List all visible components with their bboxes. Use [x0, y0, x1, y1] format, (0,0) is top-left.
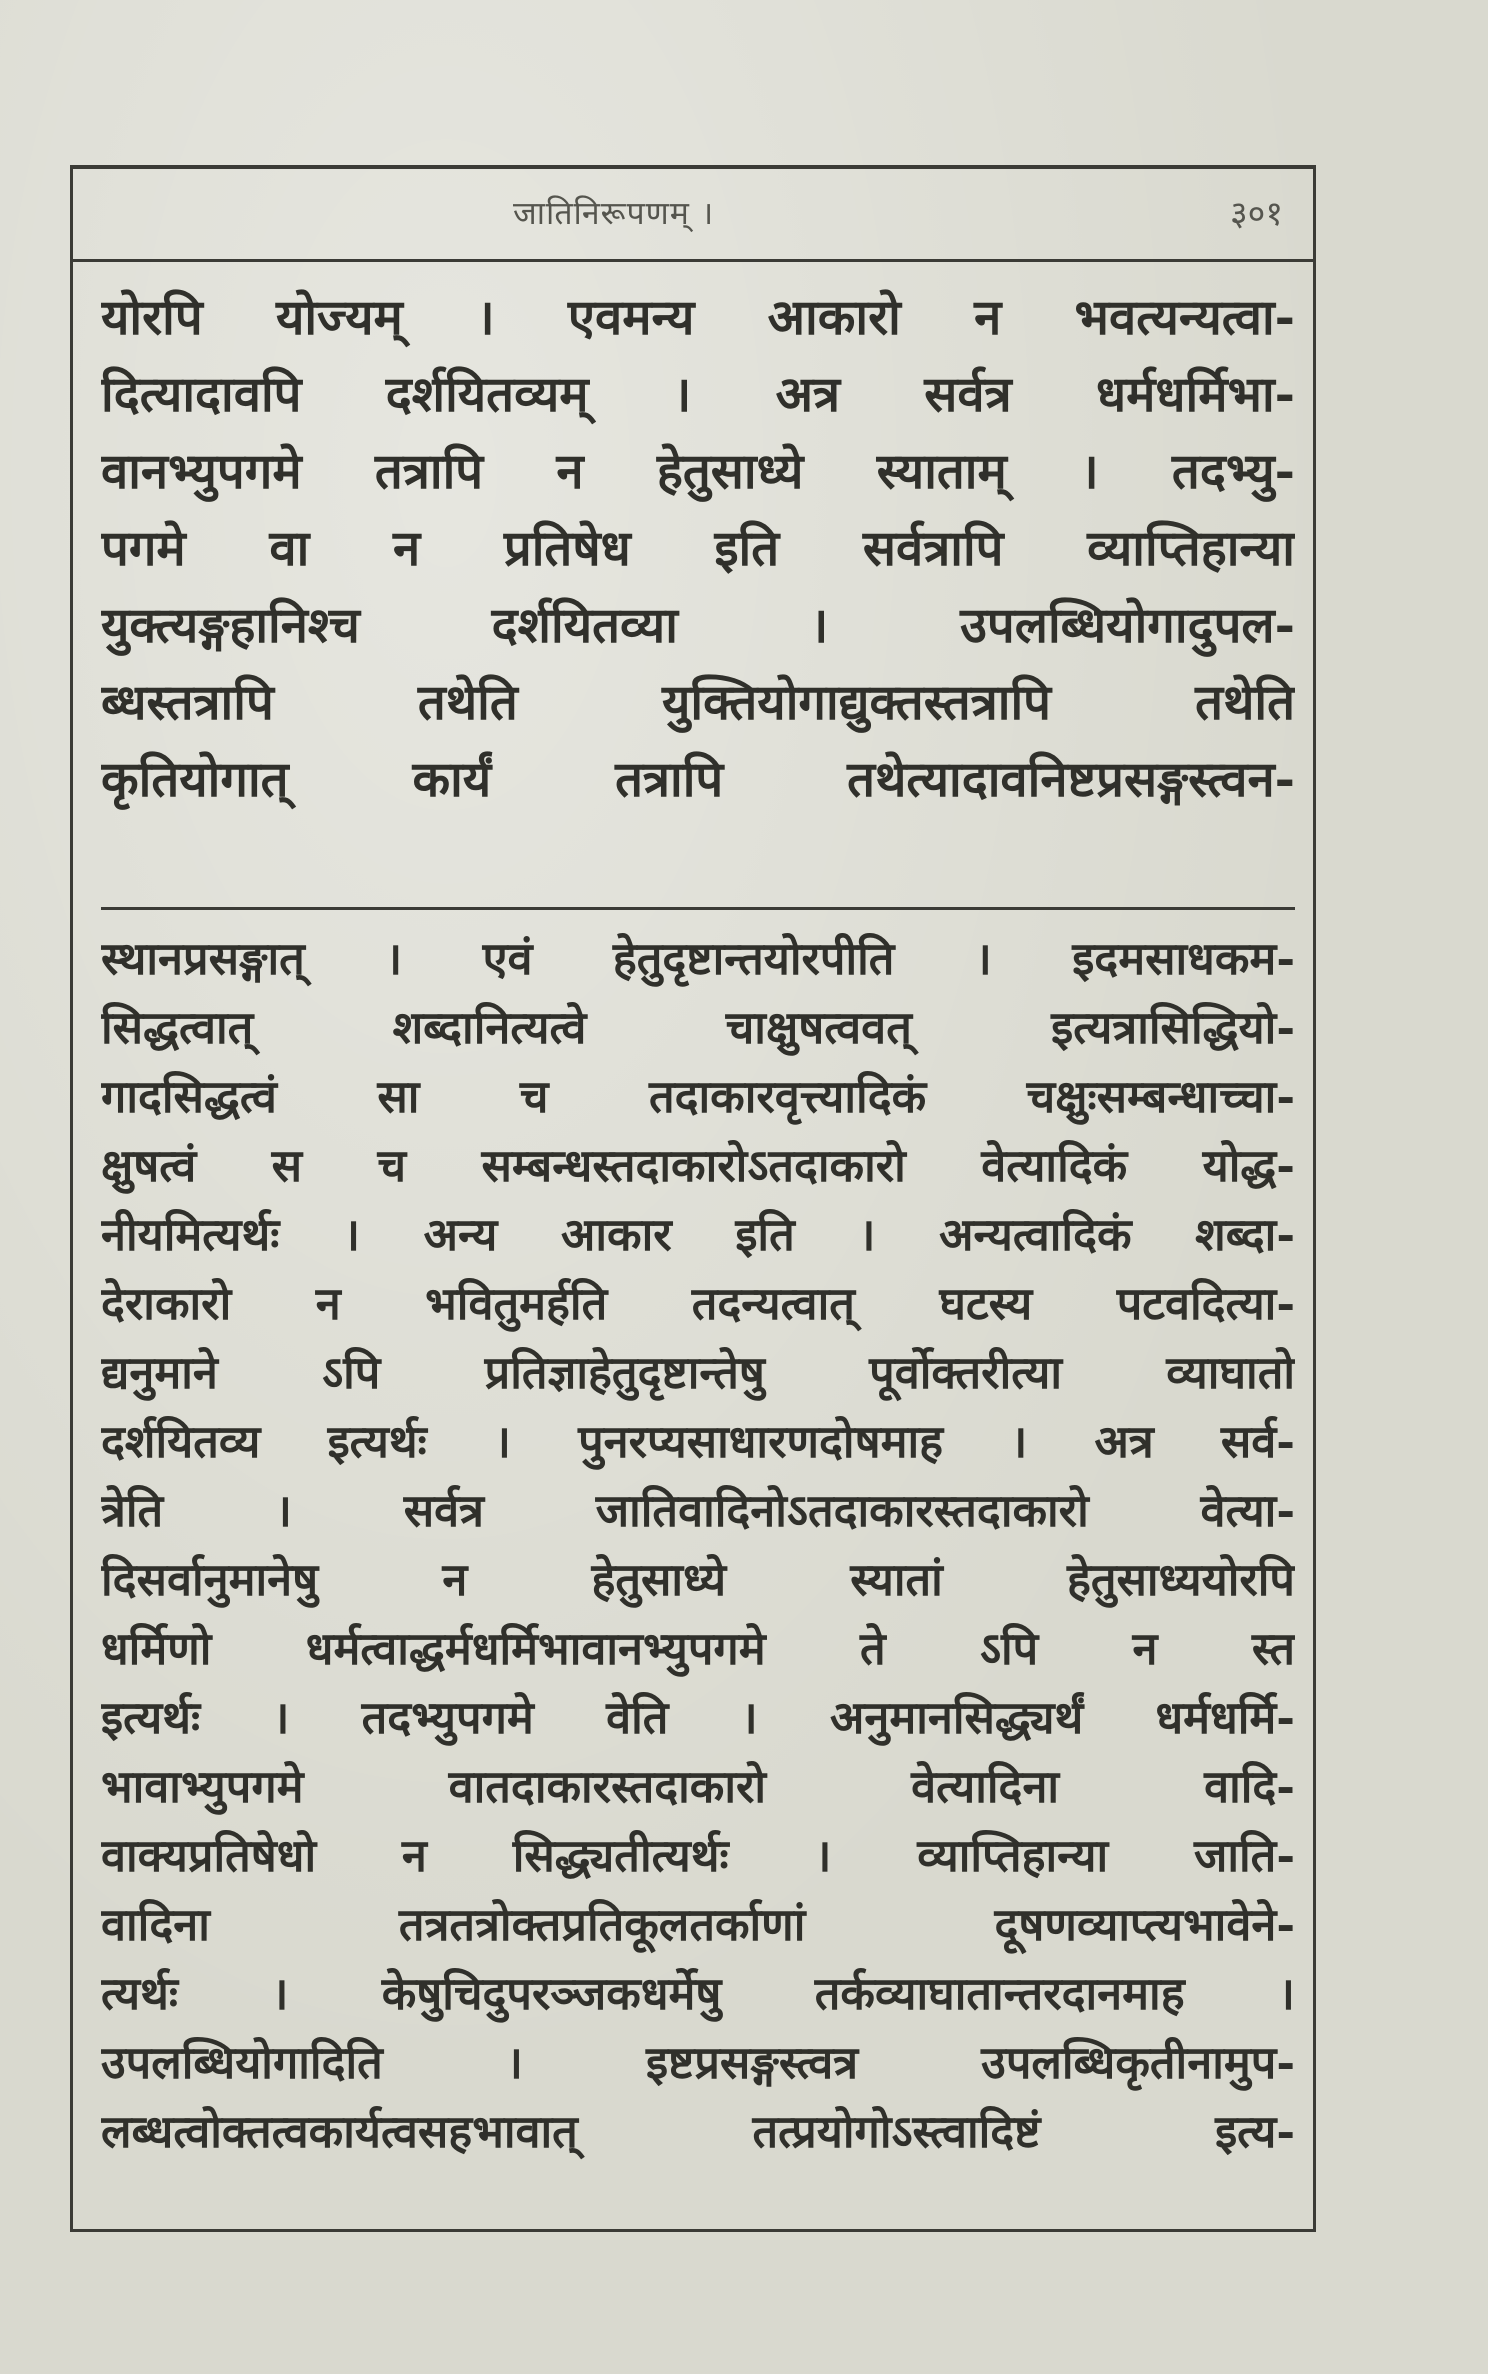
- commentary-line: गादसिद्धत्वं सा च तदाकारवृत्त्यादिकं चक्षुःसम्बन्धाच्चा-: [101, 1070, 1295, 1123]
- commentary-line: देराकारो न भवितुमर्हति तदन्यत्वात् घटस्य पटवदित्या-: [101, 1277, 1295, 1330]
- commentary-line: भावाभ्युपगमे वातदाकारस्तदाकारो वेत्यादिना वादि-: [101, 1760, 1295, 1813]
- commentary-block: [101, 924, 1295, 2166]
- page-number: ३०१: [1229, 194, 1283, 234]
- main-text-line: पगमे वा न प्रतिषेध इति सर्वत्रापि व्याप्तिहान्या: [101, 519, 1295, 577]
- commentary-line: उपलब्धियोगादिति । इष्टप्रसङ्गस्त्वत्र उपलब्धिकृतीनामुप-: [101, 2036, 1295, 2089]
- commentary-line: नीयमित्यर्थः । अन्य आकार इति । अन्यत्वादिकं शब्दा-: [101, 1208, 1295, 1261]
- commentary-line: स्थानप्रसङ्गात् । एवं हेतुदृष्टान्तयोरपीति । इदमसाधकम-: [101, 932, 1295, 985]
- main-text-block: [101, 279, 1295, 818]
- commentary-line: इत्यर्थः । तदभ्युपगमे वेति । अनुमानसिद्ध्यर्थं धर्मधर्मि-: [101, 1691, 1295, 1744]
- page-header: [73, 169, 1313, 262]
- main-text-line: योरपि योज्यम् । एवमन्य आकारो न भवत्यन्यत्वा-: [101, 288, 1295, 346]
- main-text-line: दित्यादावपि दर्शयितव्यम् । अत्र सर्वत्र धर्मधर्मिभा-: [101, 365, 1295, 423]
- commentary-line: त्रेति । सर्वत्र जातिवादिनोऽतदाकारस्तदाकारो वेत्या-: [101, 1484, 1295, 1537]
- commentary-line: क्षुषत्वं स च सम्बन्धस्तदाकारोऽतदाकारो वेत्यादिकं योद्ध-: [101, 1139, 1295, 1192]
- commentary-line: वादिना तत्रतत्रोक्तप्रतिकूलतर्काणां दूषणव्याप्त्यभावेने-: [101, 1898, 1295, 1951]
- commentary-line: दिसर्वानुमानेषु न हेतुसाध्ये स्यातां हेतुसाध्ययोरपि: [101, 1553, 1295, 1606]
- commentary-line: धर्मिणो धर्मत्वाद्धर्मधर्मिभावानभ्युपगमे ते ऽपि न स्त: [101, 1622, 1295, 1675]
- main-text-line: कृतियोगात् कार्यं तत्रापि तथेत्यादावनिष्टप्रसङ्गस्त्वन-: [101, 750, 1295, 808]
- main-text-line: वानभ्युपगमे तत्रापि न हेतुसाध्ये स्याताम् । तदभ्यु-: [101, 442, 1295, 500]
- main-text-line: ब्धस्तत्रापि तथेति युक्तियोगाद्युक्तस्तत्रापि तथेति: [101, 673, 1295, 731]
- main-text-line: युक्त्यङ्गहानिश्च दर्शयितव्या । उपलब्धियोगादुपल-: [101, 596, 1295, 654]
- commentary-line: त्यर्थः । केषुचिदुपरञ्जकधर्मेषु तर्कव्याघातान्तरदानमाह ।: [101, 1967, 1295, 2020]
- commentary-line: लब्धत्वोक्तत्वकार्यत्वसहभावात् तत्प्रयोगोऽस्त्वादिष्टं इत्य-: [101, 2105, 1295, 2158]
- page-frame: [70, 165, 1316, 2232]
- running-title: जातिनिरूपणम् ।: [513, 194, 715, 232]
- section-divider: [101, 907, 1295, 910]
- commentary-line: वाक्यप्रतिषेधो न सिद्ध्यतीत्यर्थः । व्याप्तिहान्या जाति-: [101, 1829, 1295, 1882]
- commentary-line: दर्शयितव्य इत्यर्थः । पुनरप्यसाधारणदोषमाह । अत्र सर्व-: [101, 1415, 1295, 1468]
- commentary-line: सिद्धत्वात् शब्दानित्यत्वे चाक्षुषत्ववत् इत्यत्रासिद्धियो-: [101, 1001, 1295, 1054]
- commentary-line: द्यनुमाने ऽपि प्रतिज्ञाहेतुदृष्टान्तेषु पूर्वोक्तरीत्या व्याघातो: [101, 1346, 1295, 1399]
